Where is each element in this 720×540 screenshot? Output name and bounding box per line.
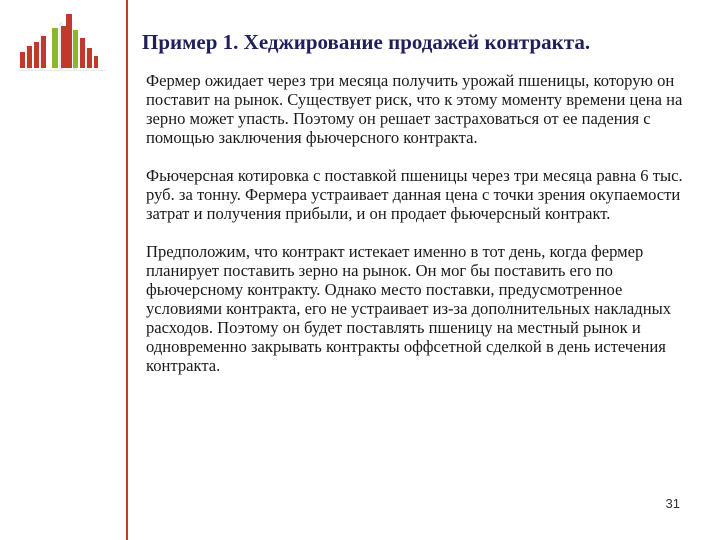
paragraph: Предположим, что контракт истекает именно в тот день, когда фермер планирует поставить зерно на рынок. Он мог бы поставить его по фьючерсному контракту. Однако место поставки, предусмотренное условиями контракта, его не устраивает из-за дополнительных накладных расходов. Поэтому он будет поставлять пшеницу на местный рынок и одновременно закрывать контракты оффсетной сделкой в день истечения контракта. [146, 242, 672, 375]
logo-bar [20, 52, 25, 68]
logo-bar [80, 38, 85, 68]
logo-bar [27, 46, 32, 68]
logo-bar [94, 56, 98, 68]
logo-bar [66, 14, 72, 68]
logo-bar [34, 42, 39, 68]
bar-chart-logo-icon [0, 0, 112, 80]
paragraph: Фермер ожидает через три месяца получить урожай пшеницы, которую он поставит на рынок. Существует риск, что к этому моменту времени цена на зерно может упасть. Поэтому он решает застраховаться от ее падения с помощью заключения фьючерсного контракта. [146, 71, 683, 147]
logo-bar [41, 36, 46, 68]
slide-title: Пример 1. Хеджирование продажей контракта. [142, 30, 591, 54]
vertical-divider [126, 0, 128, 540]
paragraph: Фьючерсная котировка с поставкой пшеницы через три месяца равна 6 тыс. руб. за тонну. Фермера устраивает данная цена с точки зрения окупаемости затрат и получения прибыли, и он продает фьючерсный контракт. [146, 166, 683, 223]
logo-bar [73, 30, 78, 68]
page-number: 31 [665, 496, 680, 511]
slide-body [146, 71, 694, 394]
logo-bar [52, 28, 58, 68]
logo-bar [87, 48, 92, 68]
